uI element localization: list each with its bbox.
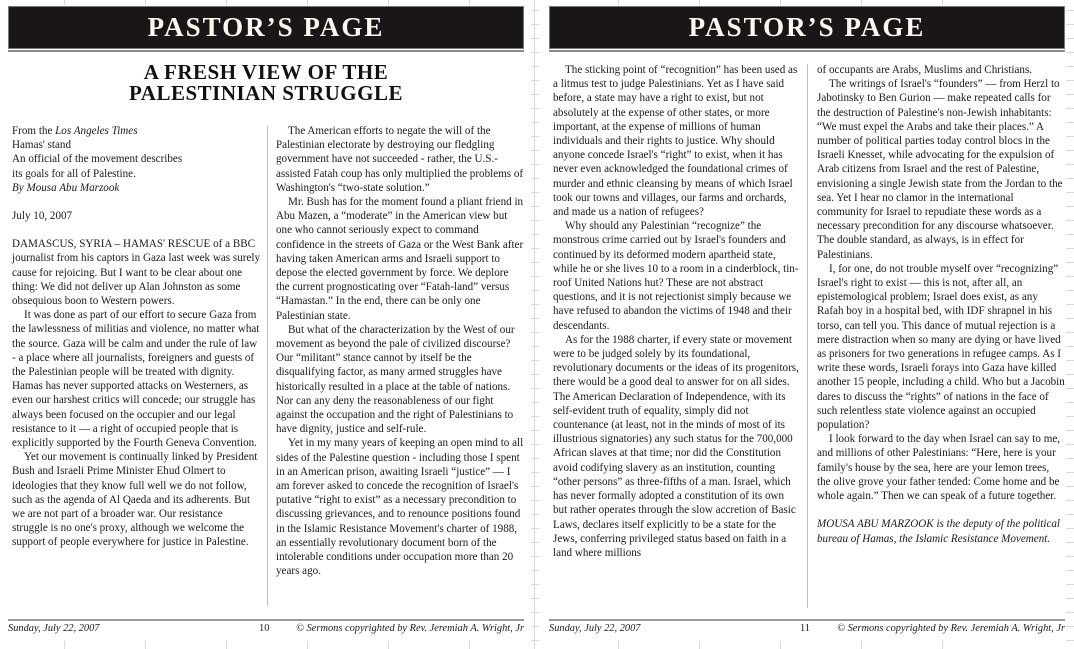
grid-tick (531, 640, 539, 641)
grid-tick (531, 528, 539, 529)
grid-tick (531, 178, 539, 179)
article-dateline: July 10, 2007 (12, 210, 73, 223)
paragraph: The writings of Israel's “founders” — from Herzl to Jabotinsky to Ben Gurion — make repeated calls for the destruction of Palestine's non-Jewish inhabitants: “We must expel the Arabs and take their places.” A number of political parties today control blocs in the Israeli Knesset, while advocating for the expulsion of Arab citizens from Israel and the rest of Palestine, envisioning a single Jewish state from the Jordan to the sea. Yet I hear no clamor in the international community for Israel to repudiate these words as a necessary precondition for any discourse whatsoever. The double standard, as always, is in effect for Palestinians. (817, 78, 1063, 261)
page-11 (549, 0, 1065, 649)
grid-tick (1066, 276, 1074, 277)
grid-tick (531, 248, 539, 249)
grid-tick (531, 514, 539, 515)
grid-tick (1066, 122, 1074, 123)
grid-tick (531, 38, 539, 39)
paragraph: I, for one, do not trouble myself over “recognizing” Israel's right to exist — this is not, after all, an epistemological problem; Israel does exist, as any Rafah boy in a hospital bed, with IDF shrapnel in his torso, can tell you. This dance of mutual rejection is a mere distraction when so many are dying or have lived as prisoners for two generations in refugee camps. As I write these words, Israeli forays into Gaza have killed another 15 people, including a child. Who but a Jacobin dares to discuss the “rights” of nations in the face of such relentless state violence against an occupied population? (817, 262, 1065, 432)
column-divider (807, 64, 808, 608)
paragraph: Yet our movement is continually linked by President Bush and Israeli Prime Minister Ehud Olmert to ideologies that they know full well we do not follow, such as the agenda of Al Qaeda and its adherents. But we are not part of a broader war. Our resistance struggle is no one's proxy, although we welcome the support of people everywhere for justice in Palestine. (12, 451, 258, 549)
grid-tick (531, 136, 539, 137)
grid-tick (1066, 598, 1074, 599)
grid-tick (1066, 486, 1074, 487)
grid-tick (1066, 178, 1074, 179)
grid-tick (531, 556, 539, 557)
grid-tick (1066, 164, 1074, 165)
paragraph: The American efforts to negate the will of the Palestinian electorate by destroying our fledgling government have not succeeded - rather, the U.S.-assisted Fatah coup has only multiplied the problems of Washington's “two-state solution.” (276, 125, 524, 194)
column-divider (267, 126, 268, 606)
grid-tick (531, 500, 539, 501)
grid-tick (1066, 290, 1074, 291)
grid-tick (531, 360, 539, 361)
grid-tick (531, 192, 539, 193)
grid-tick (531, 626, 539, 627)
grid-tick (1066, 556, 1074, 557)
footer-rule (8, 619, 524, 621)
grid-tick (1066, 584, 1074, 585)
grid-tick (531, 220, 539, 221)
grid-tick (531, 164, 539, 165)
byline-text: By Mousa Abu Marzook (12, 181, 120, 194)
grid-tick (1066, 10, 1074, 11)
grid-tick (531, 122, 539, 123)
grid-tick (531, 332, 539, 333)
grid-tick (1066, 52, 1074, 53)
grid-tick (531, 80, 539, 81)
grid-tick (531, 374, 539, 375)
grid-tick (531, 486, 539, 487)
article-deck-1: An official of the movement describes (12, 153, 183, 166)
grid-tick (531, 570, 539, 571)
article-headline (8, 62, 524, 104)
grid-tick (1066, 626, 1074, 627)
grid-tick (1066, 472, 1074, 473)
grid-tick (1066, 192, 1074, 193)
grid-tick (1066, 206, 1074, 207)
grid-tick (534, 0, 535, 5)
paragraph: Why should any Palestinian “recognize” the monstrous crime carried out by Israel's founders and continued by its deformed modern apartheid state, while he or she lives 10 to a room in a cinderblock, tin-roof United Nations hut? These are not abstract questions, and it is not rejectionist simply because we have refused to abandon the victims of 1948 and their descendants. (553, 220, 799, 332)
grid-tick (1066, 640, 1074, 641)
banner-title: PASTOR’S PAGE (688, 12, 926, 42)
grid-tick (1066, 24, 1074, 25)
left-page-column-2 (276, 124, 524, 579)
page-10 (8, 0, 524, 649)
banner-title: PASTOR’S PAGE (147, 12, 385, 42)
grid-tick (1066, 402, 1074, 403)
grid-line (534, 0, 535, 649)
grid-tick (1066, 262, 1074, 263)
grid-tick (531, 402, 539, 403)
grid-tick (531, 150, 539, 151)
grid-tick (1066, 66, 1074, 67)
left-page-column-1 (12, 124, 261, 550)
source-publication: Los Angeles Times (55, 125, 138, 137)
grid-tick (531, 52, 539, 53)
grid-tick (531, 472, 539, 473)
grid-tick (531, 234, 539, 235)
article-source (12, 124, 261, 138)
grid-tick (531, 612, 539, 613)
grid-tick (531, 444, 539, 445)
grid-tick (1066, 374, 1074, 375)
paragraph: As for the 1988 charter, if every state or movement were to be judged solely by its foundational, revolutionary documents or the ideas of its progenitors, there would be a good deal to answer for on all sides. The American Declaration of Independence, with its self-evident truth of equality, simply did not countenance (at least, not in the minds of most of its illustrious signatories) any such status for the 700,000 African slaves at that time; nor did the Constitution avoid codifying slavery as an institution, counting “other persons” as three-fifths of a man. Israel, which has never formally adopted a constitution of its own but rather operates through the slow accretion of Basic Laws, declares itself explicitly to be a state for the Jews, conferring privileged status based on faith in a land where millions (553, 333, 799, 559)
grid-tick (531, 542, 539, 543)
article-kicker: Hamas' stand (12, 139, 71, 152)
grid-tick (1066, 136, 1074, 137)
grid-tick (531, 430, 539, 431)
paragraph: I look forward to the day when Israel can say to me, and millions of other Palestinians: “Here, here is your family's house by the sea, here are your lemon trees, the olive grove your father tended: Come home and be whole again.” Then we can speak of a future together. (817, 433, 1061, 503)
grid-tick (531, 290, 539, 291)
paragraph: But what of the characterization by the West of our movement as beyond the pale of civilized discourse? Our “militant” stance cannot by itself be the disqualifying factor, as many armed struggles have historically resulted in a place at the table of nations. Nor can any deny the reasonableness of our fight against the occupation and the right of Palestinians to have dignity, justice and self-rule. (276, 323, 515, 436)
grid-tick (1066, 318, 1074, 319)
grid-tick (1066, 304, 1074, 305)
grid-tick (531, 10, 539, 11)
grid-tick (1066, 360, 1074, 361)
grid-tick (531, 598, 539, 599)
right-page-column-2 (817, 63, 1065, 546)
paragraph: The sticking point of “recognition” has been used as a litmus test to judge Palestinians. Yet as I have said before, a state may have a right to exist, but not absolutely at the expense of other states, or more important, at the expense of millions of human individuals and their rights to justice. Why should anyone concede Israel's “right” to exist, when it has never even acknowledged the foundational crimes of murder and ethnic cleansing by means of which Israel took our towns and villages, our farms and orchards, and made us a nation of refugees? (553, 64, 798, 219)
grid-tick (1066, 248, 1074, 249)
headline-line-2: PALESTINIAN STRUGGLE (129, 81, 403, 105)
paragraph: It was done as part of our effort to secure Gaza from the lawlessness of militias and violence, no matter what the source. Gaza will be calm and under the rule of law - a place where all journalists, foreigners and guests of the Palestinian people will be treated with dignity. Hamas has never supported attacks on Westerners, as even our harshest critics will concede; our struggle has always been focused on the occupier and our legal resistance to it — a right of occupied people that is explicitly supported by the Fourth Geneva Convention. (12, 309, 260, 450)
headline-line-1: A FRESH VIEW OF THE (143, 60, 389, 84)
page-banner (549, 6, 1065, 49)
grid-tick (531, 416, 539, 417)
grid-tick (531, 206, 539, 207)
grid-tick (1066, 234, 1074, 235)
grid-tick (1066, 458, 1074, 459)
grid-tick (1066, 430, 1074, 431)
grid-tick (531, 262, 539, 263)
paragraph-continuation: of occupants are Arabs, Muslims and Christians. (817, 64, 1033, 76)
banner-rule (8, 50, 524, 52)
grid-tick (1066, 346, 1074, 347)
grid-tick (1066, 220, 1074, 221)
footer-copyright: © Sermons copyrighted by Rev. Jeremiah A. Wright, Jr (837, 623, 1065, 634)
right-page-column-1 (553, 63, 801, 560)
page-banner (8, 6, 524, 49)
paragraph: Mr. Bush has for the moment found a pliant friend in Abu Mazen, a “moderate” in the American view but one who cannot seriously expect to command confidence in the streets of Gaza or the West Bank after having taken American arms and Israeli support to depose the elected government by force. We deplore the current prognosticating over “Fatah-land” versus “Hamastan.” In the end, there can be only one Palestinian state. (276, 196, 524, 322)
grid-tick (1066, 388, 1074, 389)
grid-tick (1066, 612, 1074, 613)
grid-tick (531, 388, 539, 389)
author-note: MOUSA ABU MARZOOK is the deputy of the political bureau of Hamas, the Islamic Resistance Movement. (817, 518, 1061, 545)
grid-tick (1066, 108, 1074, 109)
grid-tick (1066, 542, 1074, 543)
grid-tick (531, 584, 539, 585)
grid-tick (1066, 94, 1074, 95)
grid-tick (531, 318, 539, 319)
grid-tick (531, 304, 539, 305)
grid-tick (1066, 514, 1074, 515)
grid-tick (1066, 80, 1074, 81)
grid-tick (1066, 150, 1074, 151)
footer-date: Sunday, July 22, 2007 (8, 623, 100, 634)
article-byline (12, 181, 261, 195)
footer-rule (549, 619, 1065, 621)
banner-rule (549, 50, 1065, 52)
grid-tick (534, 641, 535, 649)
grid-tick (1066, 570, 1074, 571)
grid-tick (1066, 38, 1074, 39)
grid-tick (531, 94, 539, 95)
grid-tick (531, 346, 539, 347)
grid-tick (531, 66, 539, 67)
grid-tick (1066, 332, 1074, 333)
footer-copyright: © Sermons copyrighted by Rev. Jeremiah A. Wright, Jr (296, 623, 524, 634)
page-number: 10 (259, 623, 270, 634)
article-deck-2: its goals for all of Palestine. (12, 167, 136, 180)
grid-tick (531, 108, 539, 109)
grid-tick (1066, 444, 1074, 445)
grid-tick (1066, 528, 1074, 529)
footer-date: Sunday, July 22, 2007 (549, 623, 641, 634)
paragraph: DAMASCUS, SYRIA – HAMAS' RESCUE of a BBC journalist from his captors in Gaza last week was surely cause for rejoicing. But I want to be clear about one thing: We did not deliver up Alan Johnston as some obsequious boon to Western powers. (12, 238, 261, 308)
grid-tick (531, 276, 539, 277)
grid-tick (1066, 416, 1074, 417)
source-prefix: From the (12, 125, 56, 137)
page-number: 11 (800, 623, 811, 634)
grid-tick (1066, 500, 1074, 501)
grid-tick (531, 24, 539, 25)
grid-tick (531, 458, 539, 459)
paragraph: Yet in my many years of keeping an open mind to all sides of the Palestine question - including those I spent in an American prison, awaiting Israeli “justice” — I am forever asked to concede the recognition of Israel's putative “right to exist” as a necessary precondition to discussing grievances, and to renounce positions found in the Islamic Resistance Movement's charter of 1988, an essentially revolutionary document born of the intolerable conditions under occupation more than 20 years ago. (276, 437, 524, 578)
